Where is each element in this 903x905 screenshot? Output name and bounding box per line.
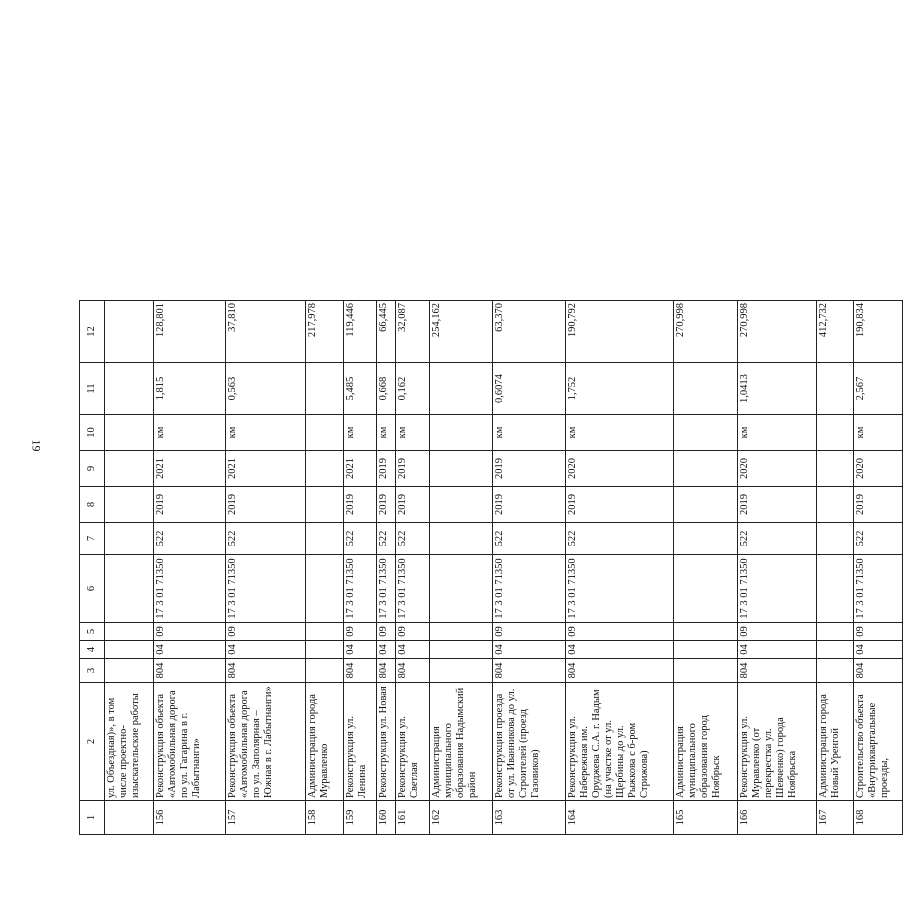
cell-unit [429, 415, 493, 451]
table-row [343, 301, 377, 835]
cell-subsection: 09 [377, 623, 396, 641]
cell-section [674, 641, 738, 659]
cell-number: 160 [377, 801, 396, 835]
column-header: 3 [80, 659, 105, 683]
cell-section: 04 [377, 641, 396, 659]
cell-code: 804 [377, 659, 396, 683]
cell-expense-type [105, 523, 154, 555]
cell-expense-type: 522 [493, 523, 565, 555]
cell-capacity [816, 363, 853, 415]
cell-section: 04 [854, 641, 903, 659]
cell-amount: 37,810 [226, 301, 306, 363]
cell-target-article: 17 3 01 71350 [343, 555, 377, 623]
table-row [153, 301, 225, 835]
cell-target-article [105, 555, 154, 623]
cell-end-year: 2019 [493, 451, 565, 487]
cell-unit: км [854, 415, 903, 451]
cell-code [816, 659, 853, 683]
cell-start-year [306, 487, 343, 523]
table-row [306, 301, 343, 835]
cell-start-year [816, 487, 853, 523]
cell-name: Реконструкция ул. Светлая [395, 683, 429, 801]
column-header: 8 [80, 487, 105, 523]
column-header: 1 [80, 801, 105, 835]
cell-end-year: 2021 [153, 451, 225, 487]
cell-subsection: 09 [854, 623, 903, 641]
cell-amount: 270,998 [738, 301, 817, 363]
cell-subsection: 09 [738, 623, 817, 641]
cell-start-year: 2019 [493, 487, 565, 523]
cell-number: 156 [153, 801, 225, 835]
cell-code [674, 659, 738, 683]
column-header: 12 [80, 301, 105, 363]
cell-name: Реконструкция ул. Ленина [343, 683, 377, 801]
cell-expense-type [674, 523, 738, 555]
cell-unit: км [493, 415, 565, 451]
cell-number: 158 [306, 801, 343, 835]
cell-subsection [674, 623, 738, 641]
column-header: 6 [80, 555, 105, 623]
cell-unit: км [343, 415, 377, 451]
cell-expense-type: 522 [738, 523, 817, 555]
cell-capacity: 1,0413 [738, 363, 817, 415]
cell-code: 804 [153, 659, 225, 683]
table-body [105, 301, 903, 835]
cell-start-year [429, 487, 493, 523]
cell-end-year [429, 451, 493, 487]
cell-capacity: 2,567 [854, 363, 903, 415]
cell-code: 804 [565, 659, 674, 683]
rotated-table-sheet [79, 11, 891, 835]
cell-capacity [674, 363, 738, 415]
data-table [79, 300, 903, 835]
cell-end-year: 2019 [395, 451, 429, 487]
page-number: 19 [29, 439, 44, 452]
cell-target-article: 17 3 01 71350 [854, 555, 903, 623]
cell-amount: 119,446 [343, 301, 377, 363]
cell-start-year: 2019 [153, 487, 225, 523]
cell-start-year: 2019 [377, 487, 396, 523]
table-row [565, 301, 674, 835]
cell-name: Реконструкция объекта «Автомобильная дорога по ул. Гагарина в г. Лабытнанги» [153, 683, 225, 801]
cell-name: Реконструкция ул. Новая [377, 683, 396, 801]
cell-capacity: 0,6074 [493, 363, 565, 415]
cell-number: 167 [816, 801, 853, 835]
cell-subsection: 09 [493, 623, 565, 641]
cell-name: Реконструкция объекта «Автомобильная дорога по ул. Заполярная – Южная в г. Лабытнанги» [226, 683, 306, 801]
cell-number [105, 801, 154, 835]
column-header: 10 [80, 415, 105, 451]
table-row [226, 301, 306, 835]
cell-end-year [306, 451, 343, 487]
cell-expense-type: 522 [343, 523, 377, 555]
cell-code: 804 [738, 659, 817, 683]
cell-end-year: 2021 [226, 451, 306, 487]
column-header: 11 [80, 363, 105, 415]
cell-unit: км [377, 415, 396, 451]
cell-amount: 63,370 [493, 301, 565, 363]
column-header: 9 [80, 451, 105, 487]
cell-subsection: 09 [395, 623, 429, 641]
cell-number: 165 [674, 801, 738, 835]
cell-subsection [429, 623, 493, 641]
cell-start-year [105, 487, 154, 523]
cell-start-year [674, 487, 738, 523]
cell-capacity [429, 363, 493, 415]
cell-code: 804 [493, 659, 565, 683]
cell-start-year: 2019 [565, 487, 674, 523]
cell-end-year: 2021 [343, 451, 377, 487]
table-header [80, 301, 105, 835]
cell-target-article [306, 555, 343, 623]
cell-target-article [674, 555, 738, 623]
cell-unit: км [395, 415, 429, 451]
cell-section: 04 [493, 641, 565, 659]
cell-target-article: 17 3 01 71350 [153, 555, 225, 623]
cell-start-year: 2019 [854, 487, 903, 523]
cell-target-article: 17 3 01 71350 [565, 555, 674, 623]
cell-target-article [429, 555, 493, 623]
table-row [854, 301, 903, 835]
cell-name: Строительство объекта «Внутриквартальные проезды, [854, 683, 903, 801]
cell-subsection: 09 [565, 623, 674, 641]
cell-number: 159 [343, 801, 377, 835]
cell-unit [674, 415, 738, 451]
cell-name: Администрация муниципального образования Надымский район [429, 683, 493, 801]
cell-name: Реконструкция ул. Муравленко (от перекрестка ул. Шевченко) города Ноябрьска [738, 683, 817, 801]
cell-expense-type: 522 [854, 523, 903, 555]
cell-subsection [306, 623, 343, 641]
cell-unit [105, 415, 154, 451]
cell-section: 04 [226, 641, 306, 659]
cell-name: Реконструкция ул. Набережная им. Оруджева С.А. г. Надым (на участке от ул. Щербины до ул. Рыжкова с б-ром Стрижова) [565, 683, 674, 801]
cell-section: 04 [153, 641, 225, 659]
cell-code [306, 659, 343, 683]
cell-capacity [306, 363, 343, 415]
cell-number: 163 [493, 801, 565, 835]
cell-number: 162 [429, 801, 493, 835]
cell-expense-type: 522 [377, 523, 396, 555]
cell-number: 157 [226, 801, 306, 835]
cell-number: 164 [565, 801, 674, 835]
column-header: 2 [80, 683, 105, 801]
cell-expense-type [306, 523, 343, 555]
cell-unit [306, 415, 343, 451]
cell-amount: 128,801 [153, 301, 225, 363]
cell-unit: км [153, 415, 225, 451]
cell-end-year [674, 451, 738, 487]
cell-code: 804 [343, 659, 377, 683]
cell-name: Администрация города Муравленко [306, 683, 343, 801]
cell-number: 161 [395, 801, 429, 835]
cell-amount: 254,162 [429, 301, 493, 363]
cell-expense-type [429, 523, 493, 555]
cell-unit: км [226, 415, 306, 451]
cell-code [429, 659, 493, 683]
cell-start-year: 2019 [395, 487, 429, 523]
cell-start-year: 2019 [226, 487, 306, 523]
table-row [493, 301, 565, 835]
cell-start-year: 2019 [343, 487, 377, 523]
cell-end-year: 2020 [854, 451, 903, 487]
cell-amount: 32,087 [395, 301, 429, 363]
cell-subsection: 09 [153, 623, 225, 641]
cell-target-article: 17 3 01 71350 [493, 555, 565, 623]
cell-section: 04 [565, 641, 674, 659]
cell-end-year [816, 451, 853, 487]
cell-target-article: 17 3 01 71350 [738, 555, 817, 623]
cell-code: 804 [226, 659, 306, 683]
cell-subsection [816, 623, 853, 641]
cell-name: ул. Объездная)», в том числе проектно-изыскательские работы [105, 683, 154, 801]
table-row [105, 301, 154, 835]
cell-code [105, 659, 154, 683]
cell-expense-type: 522 [226, 523, 306, 555]
cell-capacity: 0,668 [377, 363, 396, 415]
cell-unit [816, 415, 853, 451]
header-row [80, 301, 105, 835]
cell-capacity: 0,563 [226, 363, 306, 415]
cell-section [429, 641, 493, 659]
cell-end-year [105, 451, 154, 487]
table-row [816, 301, 853, 835]
cell-capacity: 1,815 [153, 363, 225, 415]
column-header: 7 [80, 523, 105, 555]
cell-section: 04 [395, 641, 429, 659]
cell-expense-type: 522 [395, 523, 429, 555]
cell-capacity: 1,752 [565, 363, 674, 415]
cell-target-article: 17 3 01 71350 [377, 555, 396, 623]
cell-section [816, 641, 853, 659]
cell-section: 04 [343, 641, 377, 659]
cell-name: Реконструкция проезда от ул. Иванникова до ул. Строителей (проезд Газовиков) [493, 683, 565, 801]
cell-target-article: 17 3 01 71350 [395, 555, 429, 623]
cell-section [306, 641, 343, 659]
cell-subsection: 09 [226, 623, 306, 641]
cell-start-year: 2019 [738, 487, 817, 523]
cell-section: 04 [738, 641, 817, 659]
cell-target-article [816, 555, 853, 623]
cell-expense-type [816, 523, 853, 555]
cell-section [105, 641, 154, 659]
cell-amount: 66,445 [377, 301, 396, 363]
cell-amount: 190,834 [854, 301, 903, 363]
cell-amount: 217,978 [306, 301, 343, 363]
cell-number: 166 [738, 801, 817, 835]
cell-code: 804 [395, 659, 429, 683]
cell-expense-type: 522 [153, 523, 225, 555]
table-row [395, 301, 429, 835]
cell-name: Администрация муниципального образования город Ноябрьск [674, 683, 738, 801]
column-header: 5 [80, 623, 105, 641]
table-row [377, 301, 396, 835]
cell-unit: км [565, 415, 674, 451]
table-row [429, 301, 493, 835]
column-header: 4 [80, 641, 105, 659]
cell-amount: 270,998 [674, 301, 738, 363]
cell-name: Администрация города Новый Уренгой [816, 683, 853, 801]
cell-code: 804 [854, 659, 903, 683]
cell-capacity [105, 363, 154, 415]
cell-capacity: 0,162 [395, 363, 429, 415]
cell-target-article: 17 3 01 71350 [226, 555, 306, 623]
cell-expense-type: 522 [565, 523, 674, 555]
cell-subsection: 09 [343, 623, 377, 641]
cell-end-year: 2020 [738, 451, 817, 487]
cell-number: 168 [854, 801, 903, 835]
table-row [738, 301, 817, 835]
cell-end-year: 2020 [565, 451, 674, 487]
table-row [674, 301, 738, 835]
cell-amount [105, 301, 154, 363]
cell-capacity: 5,485 [343, 363, 377, 415]
cell-end-year: 2019 [377, 451, 396, 487]
cell-amount: 190,792 [565, 301, 674, 363]
cell-subsection [105, 623, 154, 641]
cell-unit: км [738, 415, 817, 451]
cell-amount: 412,732 [816, 301, 853, 363]
